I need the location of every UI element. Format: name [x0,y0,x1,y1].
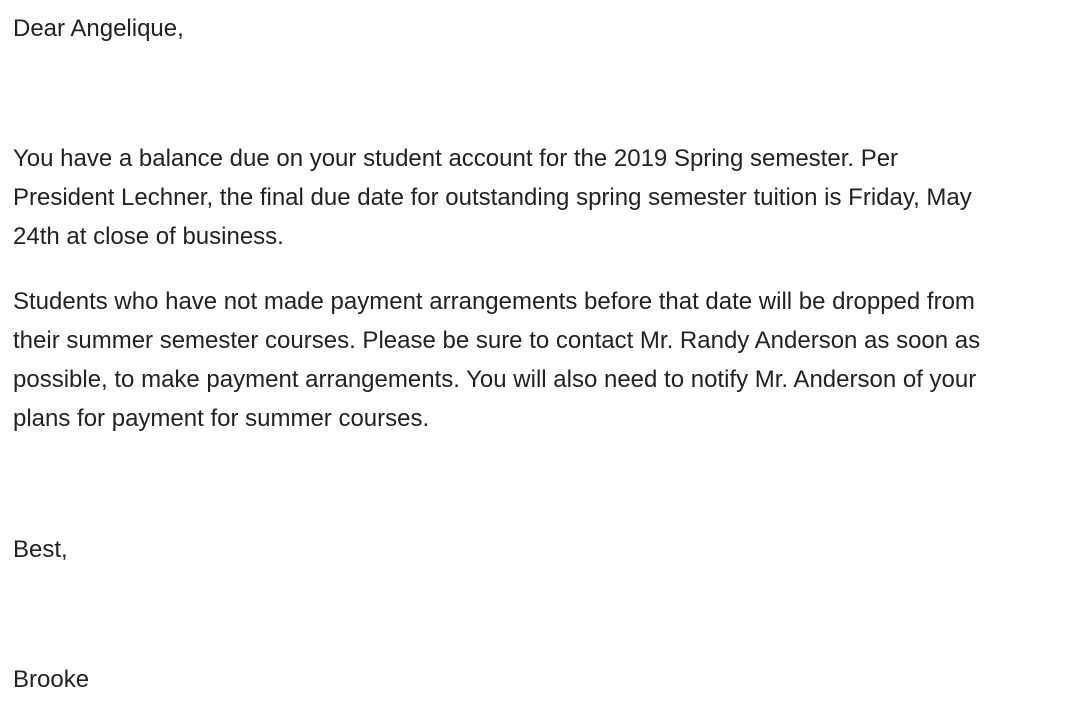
paragraph-line: their summer semester courses. Please be sure to contact Mr. Randy Anderson as soon as [13,327,981,354]
email-closing: Best, [13,536,68,563]
paragraph-line: 24th at close of business. [13,223,284,250]
email-paragraph-payment-arrangements [13,282,1083,438]
paragraph-line: Students who have not made payment arrangements before that date will be dropped from [13,288,975,315]
paragraph-line: President Lechner, the final due date for outstanding spring semester tuition is Friday, May [13,184,972,211]
paragraph-line: You have a balance due on your student account for the 2019 Spring semester. Per [13,145,899,172]
email-greeting: Dear Angelique, [13,15,184,42]
paragraph-line: plans for payment for summer courses. [13,405,430,432]
email-paragraph-balance-due [13,139,1083,256]
paragraph-line: possible, to make payment arrangements. You will also need to notify Mr. Anderson of your [13,366,977,393]
email-signature: Brooke [13,666,90,693]
